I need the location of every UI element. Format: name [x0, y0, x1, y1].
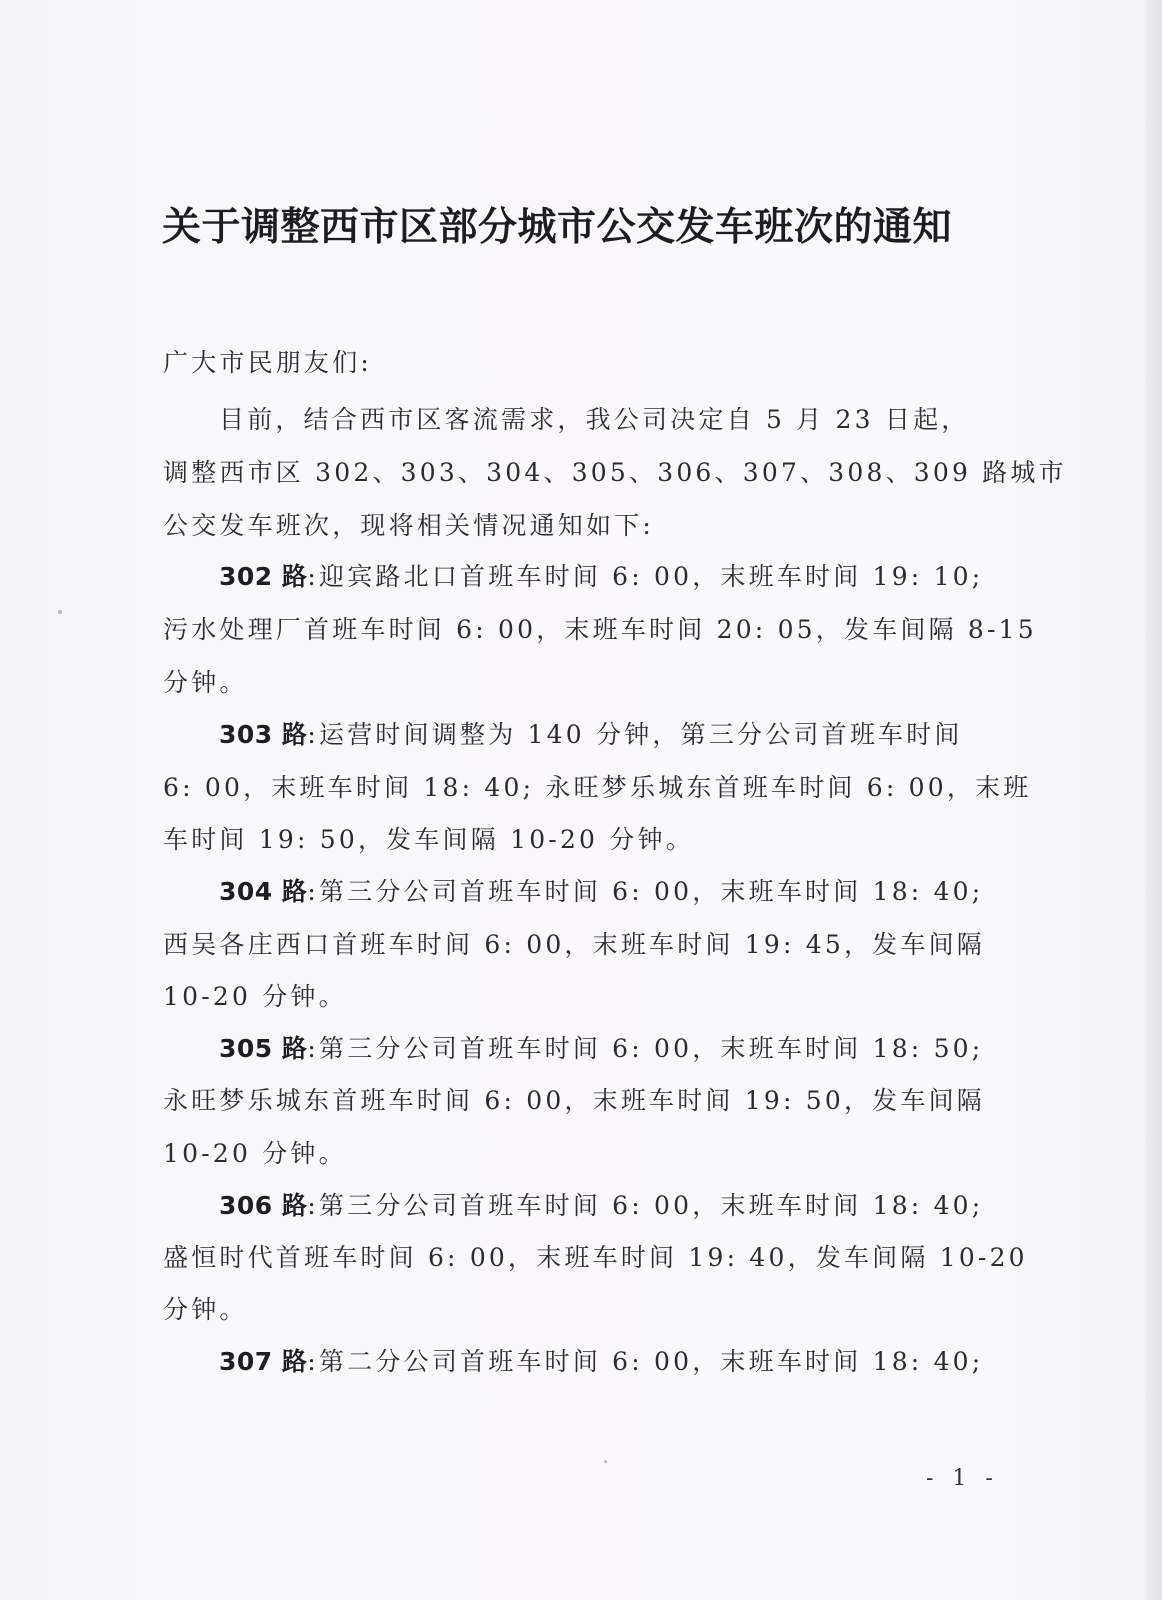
notice-title: 关于调整西市区部分城市公交发车班次的通知 — [162, 204, 953, 250]
route-304-text-1: :第三分公司首班车时间 6: 00，末班车时间 18: 40; — [307, 877, 984, 906]
route-306-line-3: 分钟。 — [163, 1295, 248, 1324]
route-307-label: 307 路 — [219, 1347, 308, 1376]
intro-line-2: 调整西市区 302、303、304、305、306、307、308、309 路城市 — [163, 458, 1067, 487]
page-edge-shadow — [1146, 0, 1162, 1600]
route-304-line-2: 西吴各庄西口首班车时间 6: 00，末班车时间 19: 45，发车间隔 — [163, 930, 985, 959]
route-302-line-1 — [219, 557, 983, 593]
route-303-line-1 — [219, 715, 963, 751]
greeting: 广大市民朋友们: — [163, 348, 373, 377]
page-number: - 1 - — [926, 1466, 999, 1491]
route-303-line-3: 车时间 19: 50，发车间隔 10-20 分钟。 — [163, 825, 694, 854]
route-304-line-1 — [219, 872, 983, 908]
route-304-label: 304 路 — [219, 877, 308, 906]
route-302-line-2: 污水处理厂首班车时间 6: 00，末班车时间 20: 05，发车间隔 8-15 — [163, 615, 1037, 644]
route-305-line-1 — [219, 1029, 983, 1065]
route-302-line-3: 分钟。 — [163, 668, 248, 697]
route-306-line-2: 盛恒时代首班车时间 6: 00，末班车时间 19: 40，发车间隔 10-20 — [163, 1243, 1028, 1272]
intro-line-1: 目前，结合西市区客流需求，我公司决定自 5 月 23 日起， — [219, 405, 970, 434]
route-306-text-1: :第三分公司首班车时间 6: 00，末班车时间 18: 40; — [307, 1191, 984, 1220]
route-306-line-1 — [219, 1186, 983, 1222]
route-305-label: 305 路 — [219, 1034, 308, 1063]
route-307-text-1: :第二分公司首班车时间 6: 00，末班车时间 18: 40; — [307, 1347, 984, 1376]
route-302-label: 302 路 — [219, 562, 308, 591]
route-307-line-1 — [219, 1342, 983, 1378]
route-306-label: 306 路 — [219, 1191, 308, 1220]
route-303-label: 303 路 — [219, 720, 308, 749]
route-305-line-3: 10-20 分钟。 — [163, 1139, 347, 1168]
route-305-text-1: :第三分公司首班车时间 6: 00，末班车时间 18: 50; — [307, 1034, 984, 1063]
scan-speck — [604, 1460, 607, 1463]
route-303-text-1: :运营时间调整为 140 分钟，第三分公司首班车时间 — [307, 720, 963, 749]
route-303-line-2: 6: 00，末班车时间 18: 40; 永旺梦乐城东首班车时间 6: 00，末班 — [163, 773, 1032, 802]
scan-speck — [58, 610, 62, 614]
route-302-text-1: :迎宾路北口首班车时间 6: 00，末班车时间 19: 10; — [307, 562, 984, 591]
route-304-line-3: 10-20 分钟。 — [163, 982, 347, 1011]
intro-line-3: 公交发车班次，现将相关情况通知如下: — [163, 511, 655, 540]
route-305-line-2: 永旺梦乐城东首班车时间 6: 00，末班车时间 19: 50，发车间隔 — [163, 1086, 985, 1115]
